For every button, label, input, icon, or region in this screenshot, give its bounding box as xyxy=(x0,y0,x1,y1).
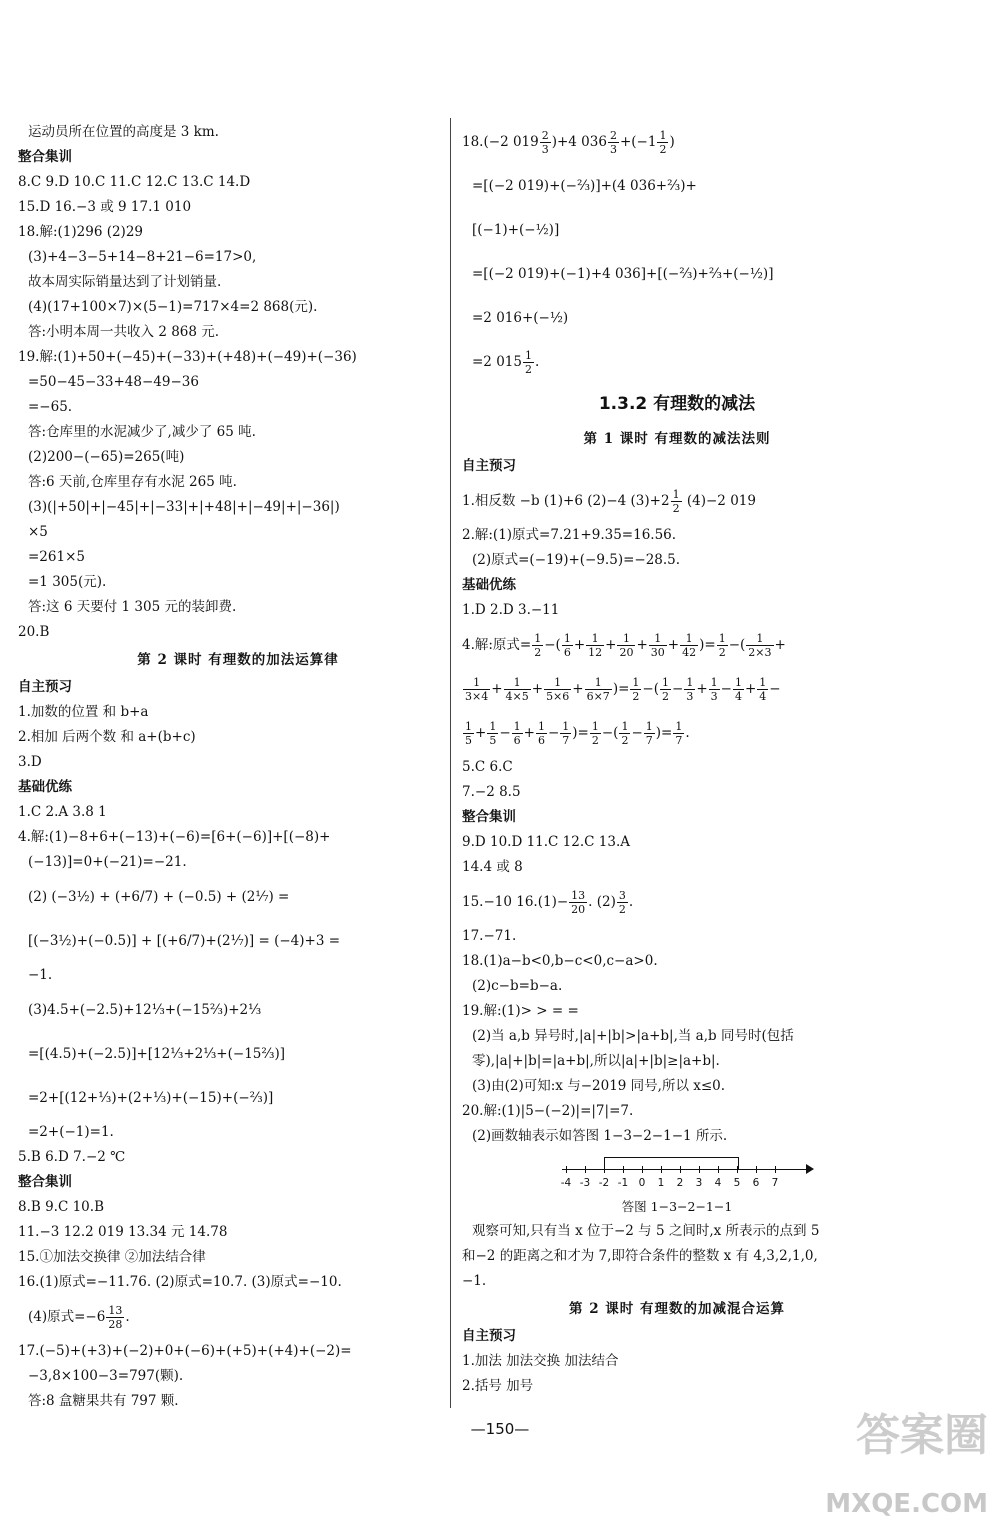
text-line: 2.括号 加号 xyxy=(462,1378,534,1394)
tick-mark xyxy=(680,1166,681,1173)
text-fragment: 18. xyxy=(462,134,484,150)
arrow-right-icon xyxy=(806,1164,814,1174)
text-line: 1.加数的位置 和 b+a xyxy=(18,704,149,720)
text-line: −1. xyxy=(28,967,53,983)
text-line: 和−2 的距离之和才为 7,即符合条件的整数 x 有 4,3,2,1,0, xyxy=(462,1248,818,1264)
math-line: [(−3½)+(−0.5)] + [(+6/7)+(2⅐)] = (−4)+3 = xyxy=(28,933,341,949)
text-fragment: (2) xyxy=(596,894,616,910)
tick-mark xyxy=(661,1166,662,1173)
text-line: 运动员所在位置的高度是 3 km. xyxy=(28,124,219,140)
math-line: 15.−10 16.(1)− $\frac{13}{20}$ . (2) $\frac{3}{2}$ . xyxy=(462,889,634,916)
left-column xyxy=(18,120,458,1414)
text-line: (2)c−b=b−a. xyxy=(472,978,563,994)
text-line: 9.D 10.D 11.C 12.C 13.A xyxy=(462,834,630,850)
text-line: =2+(−1)=1. xyxy=(28,1124,114,1140)
text-line: 2.解:(1)原式=7.21+9.35=16.56. xyxy=(462,527,677,543)
text-line: (4)(17+100×7)×(5−1)=717×4=2 868(元). xyxy=(28,299,318,315)
text-line: (2)200−(−65)=265(吨) xyxy=(28,449,185,465)
watermark-logo: 答案圈 xyxy=(856,1410,988,1461)
text-line: 1.D 2.D 3.−11 xyxy=(462,602,560,618)
tick-mark xyxy=(642,1166,643,1173)
tick-label: 5 xyxy=(733,1177,741,1189)
text-fragment: (4)−2 019 xyxy=(686,493,756,509)
text-line: 15.D 16.−3 或 9 17.1 010 xyxy=(18,199,192,215)
tick-label: 0 xyxy=(638,1177,646,1189)
section-heading: 自主预习 xyxy=(18,679,72,695)
text-line: 5.B 6.D 7.−2 ℃ xyxy=(18,1149,126,1165)
text-line: =1 305(元). xyxy=(28,574,107,590)
text-line: 16.(1)原式=−11.76. (2)原式=10.7. (3)原式=−10. xyxy=(18,1274,342,1290)
text-line: (−13)]=0+(−21)=−21. xyxy=(28,854,187,870)
math-line: =2 015 $\frac{1}{2}$ . xyxy=(472,349,540,376)
tick-mark xyxy=(737,1166,738,1173)
section-heading: 整合集训 xyxy=(18,149,72,165)
page-number: —150— xyxy=(470,1420,530,1438)
tick-label: -2 xyxy=(598,1177,610,1189)
text-line: 5.C 6.C xyxy=(462,759,513,775)
math-line: $\frac{1}{5}$ + $\frac{1}{5}$ − $\frac{1}{6}$ + $\frac{1}{6}$ − $\frac{1}{7}$ )= $\frac{1}{2}$ −( $\frac{1}{2}$ − $\frac{1}{7}$ )= $\frac{1}{7}$ . xyxy=(465,720,690,747)
text-line: 7.−2 8.5 xyxy=(462,784,521,800)
text-line: −3,8×100−3=797(颗). xyxy=(28,1368,184,1384)
section-heading: 基础优练 xyxy=(462,577,516,593)
text-line: =−65. xyxy=(28,399,73,415)
tick-mark xyxy=(623,1166,624,1173)
text-line: 15.①加法交换律 ②加法结合律 xyxy=(18,1249,206,1265)
tick-mark xyxy=(756,1166,757,1173)
text-line: (2)画数轴表示如答图 1−3−2−1−1 所示. xyxy=(472,1128,728,1144)
tick-mark xyxy=(585,1166,586,1173)
tick-label: -4 xyxy=(560,1177,572,1189)
text-line: 4.解:(1)−8+6+(−13)+(−6)=[6+(−6)]+[(−8)+ xyxy=(18,829,331,845)
fraction: $\frac{13}{28}$ xyxy=(108,1304,123,1331)
tick-label: -3 xyxy=(579,1177,591,1189)
text-line: 2.相加 后两个数 和 a+(b+c) xyxy=(18,729,196,745)
math-line: =2+[(12+⅓)+(2+⅓)+(−15)+(−⅔)] xyxy=(28,1090,274,1106)
text-line: 18.解:(1)296 (2)29 xyxy=(18,224,144,240)
math-line: (4)原式=−6 $\frac{13}{28}$ . xyxy=(28,1304,130,1331)
tick-mark xyxy=(566,1166,567,1173)
number-line-figure xyxy=(552,1155,812,1195)
text-line: =50−45−33+48−49−36 xyxy=(28,374,199,390)
text-line: 答:这 6 天要付 1 305 元的装卸费. xyxy=(28,599,237,615)
text-line: 17.(−5)+(+3)+(−2)+0+(−6)+(+5)+(+4)+(−2)= xyxy=(18,1343,352,1359)
tick-label: 7 xyxy=(771,1177,779,1189)
tick-mark xyxy=(699,1166,700,1173)
text-line: (2)原式=(−19)+(−9.5)=−28.5. xyxy=(472,552,681,568)
tick-label: 1 xyxy=(657,1177,665,1189)
tick-label: -1 xyxy=(617,1177,629,1189)
text-line: 17.−71. xyxy=(462,928,517,944)
tick-label: 4 xyxy=(714,1177,722,1189)
figure-caption: 答图 1−3−2−1−1 xyxy=(621,1199,733,1214)
math-line: (2) (−3½) + (+6/7) + (−0.5) + (2⅐) = xyxy=(28,889,290,905)
tick-label: 6 xyxy=(752,1177,760,1189)
text-fragment: 4.解:原式= xyxy=(462,637,532,653)
lesson-heading: 第 2 课时 有理数的加法运算律 xyxy=(137,652,339,668)
tick-label: 3 xyxy=(695,1177,703,1189)
lesson-heading: 第 1 课时 有理数的减法法则 xyxy=(583,431,771,447)
section-heading: 基础优练 xyxy=(18,779,72,795)
text-line: 3.D xyxy=(18,754,42,770)
text-fragment: 15.−10 16.(1)− xyxy=(462,894,569,910)
text-line: 19.解:(1)> > = = xyxy=(462,1003,579,1019)
math-line: (3)4.5+(−2.5)+12⅓+(−15⅔)+2⅓ xyxy=(28,1002,262,1018)
text-line: 答:小明本周一共收入 2 868 元. xyxy=(28,324,220,340)
text-line: 18.(1)a−b<0,b−c<0,c−a>0. xyxy=(462,953,658,969)
math-line: =[(−2 019)+(−1)+4 036]+[(−⅔)+⅔+(−½)] xyxy=(472,266,774,282)
lesson-heading: 第 2 课时 有理数的加减混合运算 xyxy=(569,1301,785,1317)
text-line: 零),|a|+|b|=|a+b|,所以|a|+|b|≥|a+b|. xyxy=(472,1053,720,1069)
text-fragment: (4)原式=−6 xyxy=(28,1309,106,1325)
text-line: 答:仓库里的水泥减少了,减少了 65 吨. xyxy=(28,424,256,440)
text-line: 1.C 2.A 3.8 1 xyxy=(18,804,107,820)
watermark-url: MXQE.COM xyxy=(825,1489,988,1519)
tick-mark xyxy=(604,1166,605,1173)
text-line: (3)+4−3−5+14−8+21−6=17>0, xyxy=(28,249,257,265)
text-line: (3)由(2)可知:x 与−2019 同号,所以 x≤0. xyxy=(472,1078,726,1094)
watermark xyxy=(808,1399,988,1519)
text-line: ×5 xyxy=(28,524,48,540)
text-line: 1.加法 加法交换 加法结合 xyxy=(462,1353,619,1369)
math-line: 18.(−2 019 $\frac{2}{3}$ )+4 036 $\frac{2}{3}$ +(−1 $\frac{1}{2}$ ) xyxy=(462,129,675,156)
text-line: 19.解:(1)+50+(−45)+(−33)+(+48)+(−49)+(−36) xyxy=(18,349,357,365)
text-line: 答:6 天前,仓库里存有水泥 265 吨. xyxy=(28,474,237,490)
section-heading: 整合集训 xyxy=(462,809,516,825)
math-line: =[(−2 019)+(−⅔)]+(4 036+⅔)+ xyxy=(472,178,697,194)
text-line: =261×5 xyxy=(28,549,85,565)
math-line: =2 016+(−½) xyxy=(472,310,569,326)
chapter-heading: 1.3.2 有理数的减法 xyxy=(598,394,756,414)
text-fragment: =2 015 xyxy=(472,354,522,370)
math-line: 1.相反数 −b (1)+6 (2)−4 (3)+2 $\frac{1}{2}$ (4)−2 019 xyxy=(462,488,756,515)
math-line: 4.解:原式= $\frac{1}{2}$ −( $\frac{1}{6}$ + $\frac{1}{12}$ + $\frac{1}{20}$ + $\frac{1}{30}$ + $\frac{1}{42}$ )= $\frac{1}{2}$ −( $\frac{1}{2\times 3}$ + xyxy=(462,632,786,659)
tick-mark xyxy=(775,1166,776,1173)
math-line: $\frac{1}{3\times 4}$ + $\frac{1}{4\times 5}$ + $\frac{1}{5\times 6}$ + $\frac{1}{6\times 7}$ )= $\frac{1}{2}$ −( $\frac{1}{2}$ − $\frac{1}{3}$ + $\frac{1}{3}$ − $\frac{1}{4}$ + $\frac{1}{4}$ − xyxy=(465,676,781,703)
text-line: 8.C 9.D 10.C 11.C 12.C 13.C 14.D xyxy=(18,174,251,190)
text-line: (2)当 a,b 异号时,|a|+|b|>|a+b|,当 a,b 同号时(包括 xyxy=(472,1028,794,1044)
text-line: 14.4 或 8 xyxy=(462,859,523,875)
section-heading: 整合集训 xyxy=(18,1174,72,1190)
text-line: 20.B xyxy=(18,624,50,640)
text-line: 20.解:(1)|5−(−2)|=|7|=7. xyxy=(462,1103,634,1119)
text-line: 故本周实际销量达到了计划销量. xyxy=(28,274,222,290)
tick-mark xyxy=(718,1166,719,1173)
tick-label: 2 xyxy=(676,1177,684,1189)
section-heading: 自主预习 xyxy=(462,1328,516,1344)
section-heading: 自主预习 xyxy=(462,458,516,474)
right-column xyxy=(462,120,892,1399)
math-line: =[(4.5)+(−2.5)]+[12⅓+2⅓+(−15⅔)] xyxy=(28,1046,285,1062)
text-line: 11.−3 12.2 019 13.34 元 14.78 xyxy=(18,1224,228,1240)
text-line: 答:8 盒糖果共有 797 颗. xyxy=(28,1393,179,1409)
text-fragment: 1.相反数 −b (1)+6 (2)−4 (3)+2 xyxy=(462,493,670,509)
text-line: 观察可知,只有当 x 位于−2 与 5 之间时,x 所表示的点到 5 xyxy=(472,1223,820,1239)
math-line: [(−1)+(−½)] xyxy=(472,222,560,238)
text-line: (3)(|+50|+|−45|+|−33|+|+48|+|−49|+|−36|) xyxy=(28,499,340,515)
text-line: −1. xyxy=(462,1273,487,1289)
text-line: 8.B 9.C 10.B xyxy=(18,1199,104,1215)
